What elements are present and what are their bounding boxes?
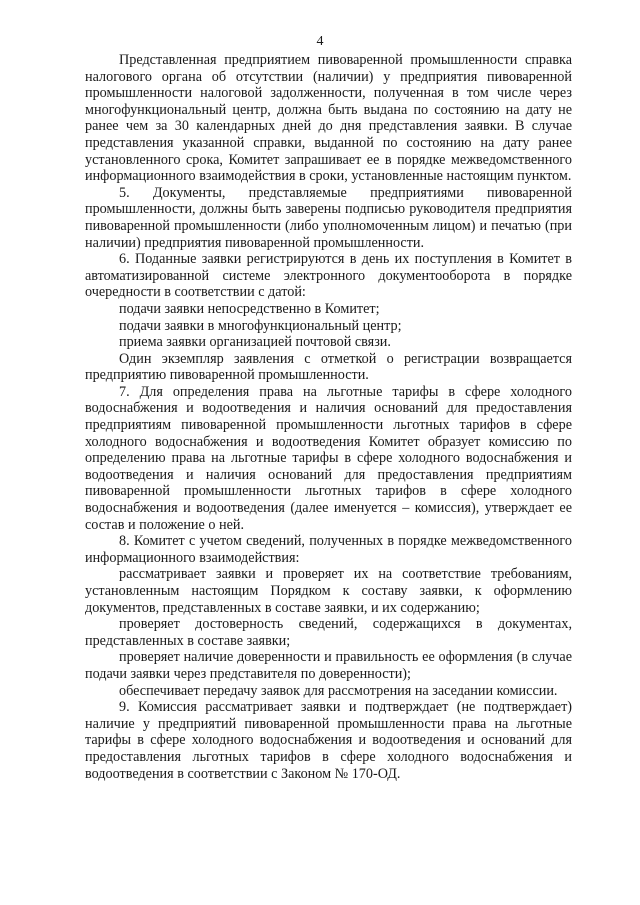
paragraph-6-registration: 6. Поданные заявки регистрируются в день их поступления в Комитет в автоматизированной системе электронного документооборота в порядке очередности в соответствии с датой: <box>85 251 572 301</box>
list-item-check-power-of-attorney: проверяет наличие доверенности и правильность ее оформления (в случае подачи заявки через представителя по доверенности); <box>85 649 572 682</box>
list-item-postal-submission: приема заявки организацией почтовой связи. <box>119 334 391 351</box>
list-item-review-applications: рассматривает заявки и проверяет их на соответствие требованиям, установленным настоящим Порядком к составу заявки, к оформлению документов, представленных в составе заявки, и их содержанию; <box>85 566 572 616</box>
list-item-mfc-submission: подачи заявки в многофункциональный центр; <box>119 317 402 334</box>
list-item-direct-submission: подачи заявки непосредственно в Комитет; <box>119 300 380 317</box>
paragraph-8-committee: 8. Комитет с учетом сведений, полученных в порядке межведомственного информационного взаимодействия: <box>85 533 572 566</box>
paragraph-copy-returned: Один экземпляр заявления с отметкой о регистрации возвращается предприятию пивоваренной промышленности. <box>85 350 572 384</box>
list-item-verify-information: проверяет достоверность сведений, содержащихся в документах, представленных в составе заявки; <box>85 616 572 649</box>
paragraph-tax-certificate: Представленная предприятием пивоваренной промышленности справка налогового органа об отсутствии (наличии) у предприятия пивоваренной промышленности налоговой задолженности, полученная в том числе через многофункциональный центр, должна быть выдана по состоянию на дату не ранее чем за 30 календарных дней до дня представления заявки. В случае представления указанной справки, выданной по состоянию на дату ранее установленного срока, Комитет запрашивает ее в порядке межведомственного информационного взаимодействия в сроки, установленные настоящим пунктом. <box>85 52 572 185</box>
paragraph-9-commission-review: 9. Комиссия рассматривает заявки и подтверждает (не подтверждает) наличие у предприятий пивоваренной промышленности права на льготные тарифы в сфере холодного водоснабжения и водоотведения и оснований для предоставления льготных тарифов в сфере холодного водоснабжения и водоотведения в соответствии с Законом № 170-ОД. <box>85 699 572 782</box>
paragraph-5-documents: 5. Документы, представляемые предприятиями пивоваренной промышленности, должны быть заверены подписью руководителя предприятия пивоваренной промышленности (либо уполномоченным лицом) и печатью (при наличии) предприятия пивоваренной промышленности. <box>85 184 572 251</box>
document-body <box>85 52 572 782</box>
page-number: 4 <box>316 34 324 49</box>
paragraph-7-commission: 7. Для определения права на льготные тарифы в сфере холодного водоснабжения и водоотведения и наличия оснований для предоставления предприятиям пивоваренной промышленности льготных тарифов в сфере холодного водоснабжения и водоотведения Комитет образует комиссию по определению права на льготные тарифы в сфере холодного водоснабжения и водоотведения и наличия оснований для предоставления предприятиям пивоваренной промышленности льготных тарифов в сфере холодного водоснабжения и водоотведения (далее именуется – комиссия), утверждает ее состав и положение о ней. <box>85 383 572 533</box>
list-item-transfer-applications: обеспечивает передачу заявок для рассмотрения на заседании комиссии. <box>119 682 558 699</box>
